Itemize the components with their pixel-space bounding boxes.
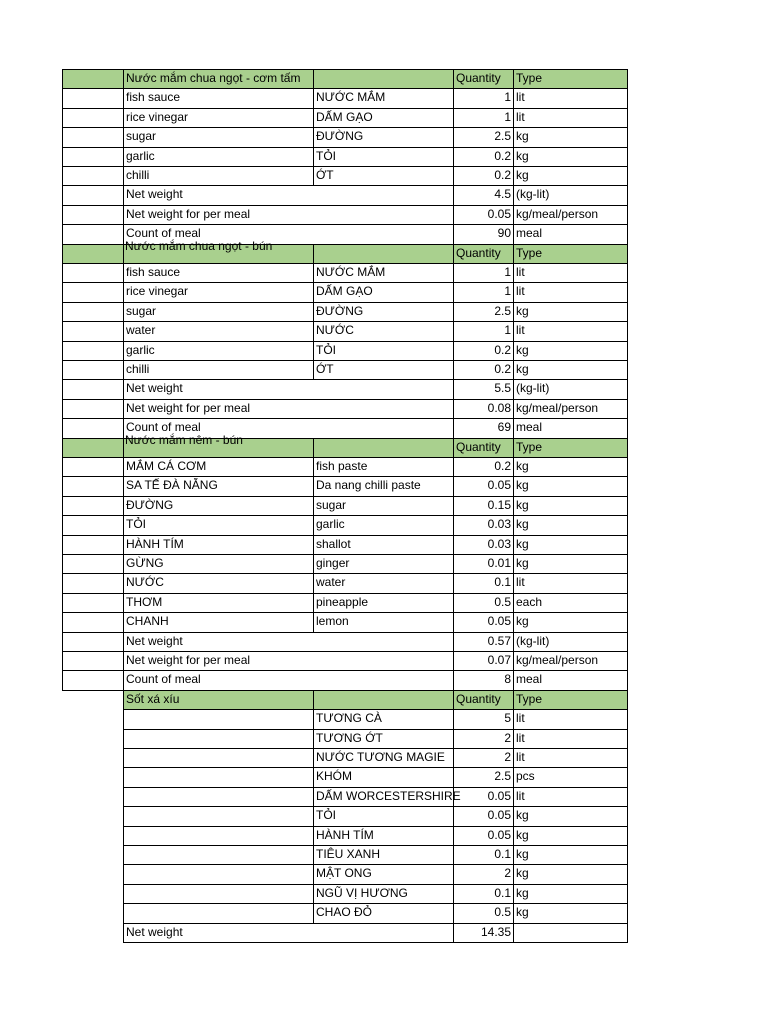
net-weight-unit: (kg-lit) (513, 379, 628, 399)
unit-type: kg (513, 612, 628, 632)
net-weight-per-meal-label: Net weight for per meal (123, 205, 454, 225)
unit-type: kg (513, 826, 628, 846)
quantity-value: 0.5 (453, 593, 514, 613)
header-blank-cell (313, 244, 454, 264)
net-weight-label: Net weight (123, 185, 454, 205)
ingredient-name (123, 884, 314, 904)
ingredient-name: MẮM CÁ CƠM (123, 457, 314, 477)
ingredient-name-alt: ỚT (313, 166, 454, 186)
ingredient-name: garlic (123, 147, 314, 167)
ingredient-name (123, 845, 314, 865)
ingredient-name: fish sauce (123, 263, 314, 283)
ingredient-name-alt: TỎI (313, 806, 454, 826)
quantity-value: 0.05 (453, 806, 514, 826)
unit-type: kg (513, 360, 628, 380)
count-of-meal-label: Count of meal (123, 670, 454, 690)
ingredient-name-alt: MẬT ONG (313, 864, 454, 884)
count-of-meal-unit: meal (513, 418, 628, 438)
unit-type: kg (513, 845, 628, 865)
quantity-value: 0.5 (453, 903, 514, 923)
unit-type: lit (513, 263, 628, 283)
row-blank-cell (62, 88, 124, 108)
row-blank-cell (62, 670, 124, 690)
ingredient-name: TỎI (123, 515, 314, 535)
unit-type: lit (513, 573, 628, 593)
ingredient-name-alt: ỚT (313, 360, 454, 380)
ingredient-name (123, 826, 314, 846)
ingredient-name (123, 806, 314, 826)
type-header: Type (513, 690, 628, 710)
ingredient-name-alt: ginger (313, 554, 454, 574)
count-of-meal-value: 90 (453, 224, 514, 244)
header-blank-cell (62, 244, 124, 264)
row-blank-cell (62, 632, 124, 652)
ingredient-name: NƯỚC (123, 573, 314, 593)
net-weight-per-meal-value: 0.08 (453, 399, 514, 419)
ingredient-name: GỪNG (123, 554, 314, 574)
unit-type: kg (513, 864, 628, 884)
unit-type: kg (513, 166, 628, 186)
type-header: Type (513, 438, 628, 458)
row-blank-cell (62, 612, 124, 632)
row-blank-cell (62, 341, 124, 361)
unit-type: kg (513, 554, 628, 574)
ingredient-name: rice vinegar (123, 282, 314, 302)
unit-type: kg (513, 457, 628, 477)
ingredient-name-alt: NGŨ VỊ HƯƠNG (313, 884, 454, 904)
ingredient-name (123, 787, 314, 807)
row-blank-cell (62, 263, 124, 283)
ingredient-name: water (123, 321, 314, 341)
row-blank-cell (62, 554, 124, 574)
ingredient-name-alt: HÀNH TÍM (313, 826, 454, 846)
row-blank-cell (62, 418, 124, 438)
unit-type: kg (513, 515, 628, 535)
unit-type: lit (513, 748, 628, 768)
header-blank-cell (62, 438, 124, 458)
ingredient-name-alt: TỎI (313, 147, 454, 167)
quantity-value: 2.5 (453, 127, 514, 147)
quantity-value: 0.15 (453, 496, 514, 516)
count-of-meal-unit: meal (513, 670, 628, 690)
ingredient-name (123, 709, 314, 729)
unit-type: lit (513, 709, 628, 729)
ingredient-name-alt: TƯƠNG ỚT (313, 729, 454, 749)
quantity-value: 5 (453, 709, 514, 729)
ingredient-name: HÀNH TÍM (123, 535, 314, 555)
ingredient-name: rice vinegar (123, 108, 314, 128)
ingredient-name (123, 864, 314, 884)
ingredient-name-alt: CHAO ĐỎ (313, 903, 454, 923)
unit-type: kg (513, 903, 628, 923)
quantity-header: Quantity (453, 438, 514, 458)
quantity-value: 2.5 (453, 767, 514, 787)
ingredient-name-alt: DẤM GẠO (313, 108, 454, 128)
quantity-value: 1 (453, 88, 514, 108)
row-blank-cell (62, 573, 124, 593)
unit-type: lit (513, 88, 628, 108)
ingredient-name-alt: lemon (313, 612, 454, 632)
count-of-meal-value: 8 (453, 670, 514, 690)
net-weight-unit: (kg-lit) (513, 185, 628, 205)
unit-type: lit (513, 108, 628, 128)
row-blank-cell (62, 127, 124, 147)
ingredient-name: chilli (123, 360, 314, 380)
ingredient-name-alt: shallot (313, 535, 454, 555)
quantity-value: 0.2 (453, 360, 514, 380)
net-weight-label: Net weight (123, 379, 454, 399)
row-blank-cell (62, 205, 124, 225)
net-weight-unit (513, 923, 628, 943)
quantity-value: 1 (453, 108, 514, 128)
ingredient-name-alt: garlic (313, 515, 454, 535)
unit-type: pcs (513, 767, 628, 787)
quantity-value: 0.1 (453, 845, 514, 865)
row-blank-cell (62, 457, 124, 477)
row-blank-cell (62, 321, 124, 341)
ingredient-name-alt: NƯỚC MẮM (313, 263, 454, 283)
row-blank-cell (62, 379, 124, 399)
block-title: Sốt xá xíu (123, 690, 314, 710)
quantity-header: Quantity (453, 690, 514, 710)
row-blank-cell (62, 282, 124, 302)
quantity-value: 1 (453, 282, 514, 302)
row-blank-cell (62, 166, 124, 186)
ingredient-name-alt: sugar (313, 496, 454, 516)
unit-type: lit (513, 787, 628, 807)
unit-type: kg (513, 476, 628, 496)
ingredient-name: THƠM (123, 593, 314, 613)
unit-type: kg (513, 806, 628, 826)
header-blank-cell (62, 69, 124, 89)
ingredient-name (123, 767, 314, 787)
row-blank-cell (62, 476, 124, 496)
type-header: Type (513, 69, 628, 89)
unit-type: kg (513, 341, 628, 361)
unit-type: each (513, 593, 628, 613)
unit-type: kg (513, 147, 628, 167)
unit-type: kg (513, 127, 628, 147)
net-weight-label: Net weight (123, 632, 454, 652)
net-weight-unit: (kg-lit) (513, 632, 628, 652)
count-of-meal-label: Count of meal (123, 224, 454, 244)
unit-type: lit (513, 321, 628, 341)
row-blank-cell (62, 496, 124, 516)
net-weight-label: Net weight (123, 923, 454, 943)
ingredient-name: sugar (123, 127, 314, 147)
quantity-value: 2 (453, 864, 514, 884)
net-weight-per-meal-unit: kg/meal/person (513, 205, 628, 225)
ingredient-name (123, 748, 314, 768)
quantity-value: 0.1 (453, 573, 514, 593)
ingredient-name-alt: NƯỚC MẮM (313, 88, 454, 108)
ingredient-name: ĐƯỜNG (123, 496, 314, 516)
ingredient-name-alt: TƯƠNG CÀ (313, 709, 454, 729)
net-weight-value: 4.5 (453, 185, 514, 205)
unit-type: lit (513, 729, 628, 749)
quantity-value: 0.2 (453, 166, 514, 186)
ingredient-name-alt: Da nang chilli paste (313, 476, 454, 496)
ingredient-name: fish sauce (123, 88, 314, 108)
net-weight-per-meal-unit: kg/meal/person (513, 651, 628, 671)
quantity-value: 1 (453, 321, 514, 341)
quantity-value: 2 (453, 729, 514, 749)
quantity-value: 2.5 (453, 302, 514, 322)
net-weight-value: 0.57 (453, 632, 514, 652)
type-header: Type (513, 244, 628, 264)
row-blank-cell (62, 535, 124, 555)
quantity-header: Quantity (453, 244, 514, 264)
quantity-value: 0.1 (453, 884, 514, 904)
net-weight-value: 5.5 (453, 379, 514, 399)
block-title: Nước mắm chua ngọt - bún (125, 238, 273, 253)
count-of-meal-label: Count of meal (123, 418, 454, 438)
ingredient-name-alt: ĐƯỜNG (313, 127, 454, 147)
unit-type: kg (513, 535, 628, 555)
ingredient-name-alt: TIÊU XANH (313, 845, 454, 865)
row-blank-cell (62, 108, 124, 128)
row-blank-cell (62, 360, 124, 380)
row-blank-cell (62, 651, 124, 671)
block-title: Nước mắm chua ngọt - cơm tấm (123, 69, 314, 89)
count-of-meal-value: 69 (453, 418, 514, 438)
ingredient-name-alt: KHÓM (313, 767, 454, 787)
quantity-value: 0.2 (453, 147, 514, 167)
quantity-value: 0.05 (453, 612, 514, 632)
quantity-value: 0.01 (453, 554, 514, 574)
unit-type: kg (513, 302, 628, 322)
ingredient-name-alt: DẤM WORCESTERSHIRE (313, 787, 454, 807)
net-weight-per-meal-label: Net weight for per meal (123, 651, 454, 671)
ingredient-name-alt: TỎI (313, 341, 454, 361)
quantity-value: 0.2 (453, 457, 514, 477)
ingredient-name-alt: water (313, 573, 454, 593)
ingredient-name-alt: pineapple (313, 593, 454, 613)
row-blank-cell (62, 399, 124, 419)
header-blank-cell (313, 69, 454, 89)
ingredient-name: CHANH (123, 612, 314, 632)
net-weight-value: 14.35 (453, 923, 514, 943)
unit-type: kg (513, 884, 628, 904)
quantity-value: 1 (453, 263, 514, 283)
net-weight-per-meal-value: 0.05 (453, 205, 514, 225)
ingredient-name: SA TẾ ĐÀ NẴNG (123, 476, 314, 496)
ingredient-name-alt: fish paste (313, 457, 454, 477)
quantity-value: 0.2 (453, 341, 514, 361)
block-title: Nước mắm nêm - bún (125, 432, 243, 447)
ingredient-name-alt: NƯỚC TƯƠNG MAGIE (313, 748, 454, 768)
ingredient-name: sugar (123, 302, 314, 322)
header-blank-cell (313, 690, 454, 710)
ingredient-name (123, 729, 314, 749)
unit-type: kg (513, 496, 628, 516)
quantity-value: 0.03 (453, 515, 514, 535)
quantity-value: 0.05 (453, 476, 514, 496)
row-blank-cell (62, 302, 124, 322)
quantity-value: 0.05 (453, 826, 514, 846)
quantity-value: 0.03 (453, 535, 514, 555)
count-of-meal-unit: meal (513, 224, 628, 244)
ingredient-name-alt: DẤM GẠO (313, 282, 454, 302)
row-blank-cell (62, 515, 124, 535)
quantity-value: 0.05 (453, 787, 514, 807)
row-blank-cell (62, 224, 124, 244)
ingredient-name (123, 903, 314, 923)
ingredient-name: chilli (123, 166, 314, 186)
ingredient-name-alt: ĐƯỜNG (313, 302, 454, 322)
unit-type: lit (513, 282, 628, 302)
net-weight-per-meal-value: 0.07 (453, 651, 514, 671)
ingredient-name: garlic (123, 341, 314, 361)
row-blank-cell (62, 593, 124, 613)
header-blank-cell (313, 438, 454, 458)
row-blank-cell (62, 147, 124, 167)
quantity-value: 2 (453, 748, 514, 768)
ingredient-name-alt: NƯỚC (313, 321, 454, 341)
net-weight-per-meal-label: Net weight for per meal (123, 399, 454, 419)
quantity-header: Quantity (453, 69, 514, 89)
row-blank-cell (62, 185, 124, 205)
net-weight-per-meal-unit: kg/meal/person (513, 399, 628, 419)
